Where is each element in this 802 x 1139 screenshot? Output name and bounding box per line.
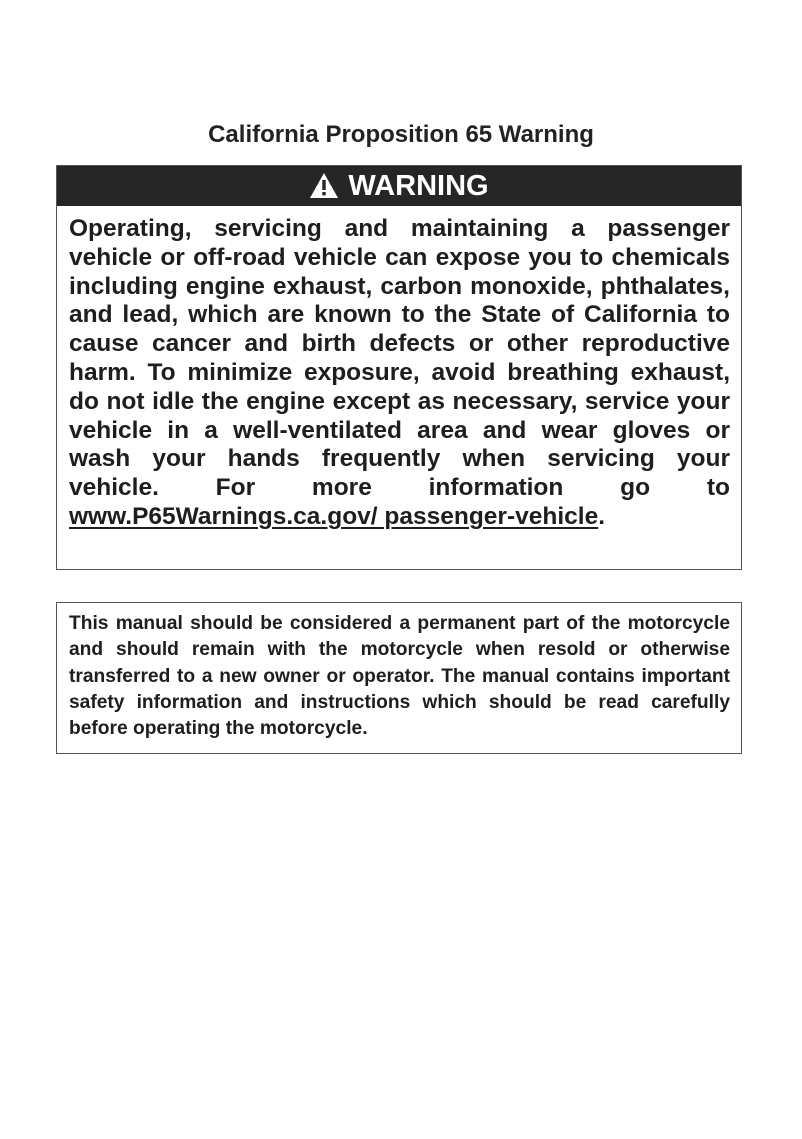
warning-header-label: WARNING bbox=[348, 169, 489, 202]
warning-body bbox=[57, 206, 741, 532]
warning-header bbox=[57, 166, 741, 206]
manual-notice-text: This manual should be considered a permanent part of the motorcycle and should remain with the motorcycle when resold or otherwise transferred to a new owner or operator. The manual contains important safety information and instructions which should be read carefully before operating the motorcycle. bbox=[69, 613, 730, 740]
warning-triangle-icon bbox=[309, 172, 339, 199]
p65-warnings-link[interactable]: www.P65Warnings.ca.gov/ passenger-vehicle bbox=[69, 502, 599, 530]
warning-body-text: Operating, servicing and maintaining a passenger vehicle or off-road vehicle can expose you to chemicals including engine exhaust, carbon monoxide, phthalates, and lead, which are known to the State of California to cause cancer and birth defects or other reproductive harm. To minimize exposure, avoid breathing exhaust, do not idle the engine except as necessary, service your vehicle in a well-ventilated area and wear gloves or wash your hands frequently when servicing your vehicle. For more information go to bbox=[69, 215, 730, 502]
warning-box bbox=[56, 165, 742, 570]
warning-body-period: . bbox=[598, 502, 606, 530]
page-title: California Proposition 65 Warning bbox=[208, 121, 594, 148]
manual-notice-box bbox=[56, 602, 742, 754]
